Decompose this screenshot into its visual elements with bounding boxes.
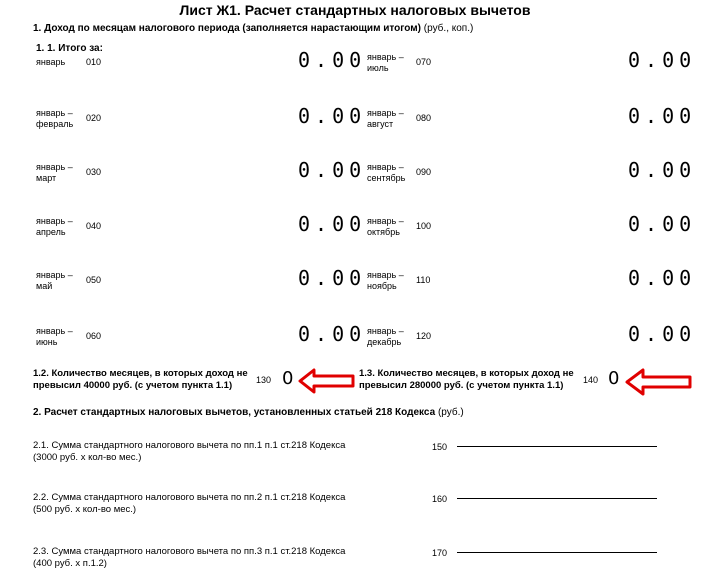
month-row-080-label-line1: январь – bbox=[367, 108, 404, 118]
count13-arrow-icon bbox=[625, 367, 693, 397]
month-row-030-label bbox=[36, 162, 73, 184]
deduction-170-label-line2: (400 руб. x п.1.2) bbox=[33, 558, 107, 569]
count13-label-line2: превысил 280000 руб. (с учетом пункта 1.1) bbox=[359, 380, 564, 391]
month-row-070-label-line2: июль bbox=[367, 63, 389, 73]
month-row-040-label-line1: январь – bbox=[36, 216, 73, 226]
month-row-070-label bbox=[367, 52, 404, 74]
count12-label-line1: 1.2. Количество месяцев, в которых доход не bbox=[33, 368, 248, 379]
deduction-150-label-line2: (3000 руб. x кол-во мес.) bbox=[33, 452, 142, 463]
month-row-120-label-line2: декабрь bbox=[367, 337, 402, 347]
section1-heading-units: (руб., коп.) bbox=[421, 23, 474, 34]
month-row-100-label-line2: октябрь bbox=[367, 227, 400, 237]
count12-code: 130 bbox=[256, 375, 272, 385]
month-row-090-value[interactable]: 0.00 bbox=[628, 158, 697, 182]
count13-code: 140 bbox=[583, 375, 599, 385]
month-row-110-label-line1: январь – bbox=[367, 270, 404, 280]
month-row-060-label-line2: июнь bbox=[36, 337, 58, 347]
month-row-030-label-line1: январь – bbox=[36, 162, 73, 172]
deduction-150-input-line[interactable] bbox=[457, 446, 657, 447]
month-row-030-value[interactable]: 0.00 bbox=[298, 158, 367, 182]
month-row-060-label-line1: январь – bbox=[36, 326, 73, 336]
month-row-080-code: 080 bbox=[416, 113, 432, 123]
month-row-060-value[interactable]: 0.00 bbox=[298, 322, 367, 346]
month-row-070-value[interactable]: 0.00 bbox=[628, 48, 697, 72]
month-row-040-code: 040 bbox=[86, 221, 102, 231]
count12-label bbox=[33, 368, 248, 392]
count13-label bbox=[359, 368, 574, 392]
deduction-150-code: 150 bbox=[432, 442, 448, 452]
deduction-150-label bbox=[33, 440, 345, 464]
count12-value[interactable]: 0 bbox=[282, 368, 294, 389]
month-row-060-label bbox=[36, 326, 73, 348]
month-row-020-code: 020 bbox=[86, 113, 102, 123]
month-row-020-label bbox=[36, 108, 73, 130]
month-row-040-value[interactable]: 0.00 bbox=[298, 212, 367, 236]
month-row-110-code: 110 bbox=[416, 275, 431, 285]
section2-heading-units: (руб.) bbox=[435, 407, 464, 418]
deduction-160-label bbox=[33, 492, 345, 516]
month-row-100-label-line1: январь – bbox=[367, 216, 404, 226]
deduction-170-label-line1: 2.3. Сумма стандартного налогового вычета по пп.3 п.1 ст.218 Кодекса bbox=[33, 546, 346, 557]
month-row-080-label bbox=[367, 108, 404, 130]
deduction-160-label-line1: 2.2. Сумма стандартного налогового вычета по пп.2 п.1 ст.218 Кодекса bbox=[33, 492, 346, 503]
month-row-120-value[interactable]: 0.00 bbox=[628, 322, 697, 346]
month-row-110-value[interactable]: 0.00 bbox=[628, 266, 697, 290]
deduction-170-input-line[interactable] bbox=[457, 552, 657, 553]
section2-heading-bold: 2. Расчет стандартных налоговых вычетов, установленных статьей 218 Кодекса bbox=[33, 407, 436, 418]
month-row-090-label bbox=[367, 162, 405, 184]
month-row-010-label-line1: январь bbox=[36, 57, 66, 67]
section1-heading bbox=[33, 23, 473, 34]
month-row-030-code: 030 bbox=[86, 167, 102, 177]
month-row-030-label-line2: март bbox=[36, 173, 57, 183]
month-row-020-label-line1: январь – bbox=[36, 108, 73, 118]
section1-heading-bold: 1. Доход по месяцам налогового периода (заполняется нарастающим итогом) bbox=[33, 23, 422, 34]
month-row-110-label-line2: ноябрь bbox=[367, 281, 397, 291]
month-row-050-code: 050 bbox=[86, 275, 102, 285]
month-row-020-label-line2: февраль bbox=[36, 119, 74, 129]
month-row-050-value[interactable]: 0.00 bbox=[298, 266, 367, 290]
month-row-060-code: 060 bbox=[86, 331, 102, 341]
month-row-090-code: 090 bbox=[416, 167, 432, 177]
count13-label-line1: 1.3. Количество месяцев, в которых доход не bbox=[359, 368, 574, 379]
month-row-090-label-line2: сентябрь bbox=[367, 173, 406, 183]
month-row-070-code: 070 bbox=[416, 57, 432, 67]
month-row-050-label-line2: май bbox=[36, 281, 53, 291]
month-row-050-label bbox=[36, 270, 73, 292]
month-row-110-label bbox=[367, 270, 404, 292]
month-row-100-value[interactable]: 0.00 bbox=[628, 212, 697, 236]
month-row-070-label-line1: январь – bbox=[367, 52, 404, 62]
month-row-080-label-line2: август bbox=[367, 119, 394, 129]
page-title: Лист Ж1. Расчет стандартных налоговых вычетов bbox=[179, 2, 531, 18]
month-row-050-label-line1: январь – bbox=[36, 270, 73, 280]
count12-arrow-icon bbox=[298, 367, 356, 395]
deduction-170-code: 170 bbox=[432, 548, 448, 558]
month-row-040-label-line2: апрель bbox=[36, 227, 66, 237]
month-row-040-label bbox=[36, 216, 73, 238]
deduction-160-code: 160 bbox=[432, 494, 448, 504]
month-row-100-code: 100 bbox=[416, 221, 432, 231]
month-row-010-value[interactable]: 0.00 bbox=[298, 48, 367, 72]
month-row-010-label bbox=[36, 57, 65, 68]
month-row-120-label bbox=[367, 326, 404, 348]
month-row-120-label-line1: январь – bbox=[367, 326, 404, 336]
deduction-170-label bbox=[33, 546, 345, 570]
section2-heading bbox=[33, 407, 464, 418]
count12-label-line2: превысил 40000 руб. (с учетом пункта 1.1) bbox=[33, 380, 233, 391]
section1-subheading: 1. 1. Итого за: bbox=[36, 43, 103, 54]
month-row-090-label-line1: январь – bbox=[367, 162, 404, 172]
deduction-150-label-line1: 2.1. Сумма стандартного налогового вычета по пп.1 п.1 ст.218 Кодекса bbox=[33, 440, 346, 451]
deduction-160-input-line[interactable] bbox=[457, 498, 657, 499]
month-row-120-code: 120 bbox=[416, 331, 432, 341]
month-row-020-value[interactable]: 0.00 bbox=[298, 104, 367, 128]
deduction-160-label-line2: (500 руб. x кол-во мес.) bbox=[33, 504, 137, 515]
month-row-100-label bbox=[367, 216, 404, 238]
count13-value[interactable]: 0 bbox=[608, 368, 620, 389]
month-row-080-value[interactable]: 0.00 bbox=[628, 104, 697, 128]
month-row-010-code: 010 bbox=[86, 57, 102, 67]
